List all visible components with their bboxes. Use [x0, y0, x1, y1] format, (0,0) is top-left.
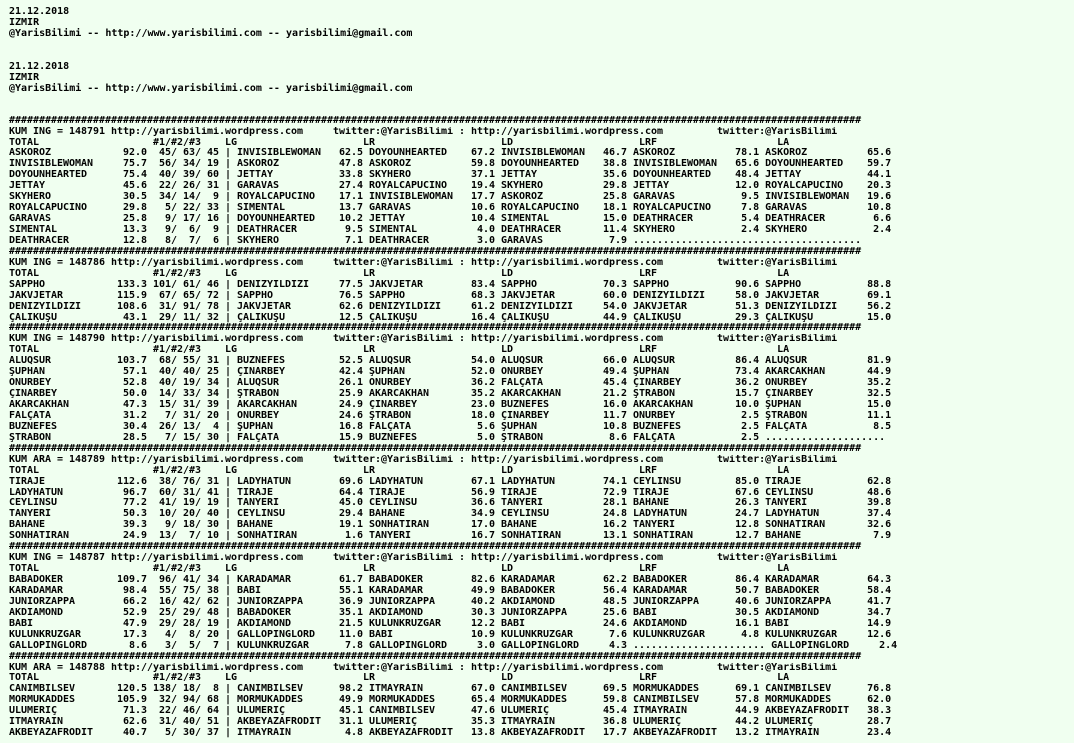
separator-line: ############################################################################################################################################## — [9, 115, 862, 126]
report-line: BUZNEFES 30.4 26/ 13/ 4 | ŞUPHAN 16.8 FALÇATA 5.6 ŞUPHAN 10.8 BUZNEFES 2.5 FALÇATA 8.5 — [9, 421, 892, 432]
report-line: INVISIBLEWOMAN 75.7 56/ 34/ 19 | ASKOROZ 47.8 ASKOROZ 59.8 DOYOUNHEARTED 38.8 INVISIBLEWOMAN 65.6 DOYOUNHEARTED 59.7 — [9, 159, 892, 170]
header-city: IZMIR — [9, 16, 40, 28]
report-line: DOYOUNHEARTED 75.4 40/ 39/ 60 | JETTAY 33.8 SKYHERO 37.1 JETTAY 35.6 DOYOUNHEARTED 48.4 JETTAY 44.1 — [9, 170, 892, 181]
report-line: ŞUPHAN 57.1 40/ 40/ 25 | ÇINARBEY 42.4 ŞUPHAN 52.0 ONURBEY 49.4 ŞUPHAN 73.4 AKARCAKHAN 44.9 — [9, 367, 892, 378]
report-line: ONURBEY 52.8 40/ 19/ 34 | ALUQSUR 26.1 ONURBEY 36.2 FALÇATA 45.4 ÇINARBEY 36.2 ONURBEY 35.2 — [9, 378, 892, 389]
report-line: SIMENTAL 13.3 9/ 6/ 9 | DEATHRACER 9.5 SIMENTAL 4.0 DEATHRACER 11.4 SKYHERO 2.4 SKYHERO 2.4 — [9, 225, 892, 235]
report-line: ŞTRABON 28.5 7/ 15/ 30 | FALÇATA 15.9 BUZNEFES 5.0 ŞTRABON 8.6 FALÇATA 2.5 .................... — [9, 432, 886, 443]
report-line: JAKVJETAR 115.9 67/ 65/ 72 | SAPPHO 76.5 SAPPHO 68.3 JAKVJETAR 60.0 DENİZYILDIZI 58.0 JAKVJETAR 69.1 — [9, 290, 892, 301]
separator-line: ############################################################################################################################################## — [9, 246, 862, 257]
report-line: TOTAL #1/#2/#3 LG LR LD LRF LA — [9, 268, 790, 279]
race-report — [9, 116, 1074, 739]
header-block-2 — [9, 61, 1074, 94]
report-line: AKBEYAZAFRODİT 40.7 5/ 30/ 37 | ITMAYRAIN 4.8 AKBEYAZAFRODİT 13.8 AKBEYAZAFRODİT 17.7 AKBEYAZAFRODİT 13.2 ITMAYRAIN 23.4 — [9, 728, 892, 739]
report-line: JUNIORZAPPA 66.2 16/ 42/ 62 | JUNIORZAPPA 36.9 JUNIORZAPPA 40.2 AKDIAMOND 48.5 JUNIORZAPPA 40.6 JUNIORZAPPA 41.7 — [9, 596, 892, 607]
report-line: JETTAY 45.6 22/ 26/ 31 | GARAVAS 27.4 ROYALCAPUCINO 19.4 SKYHERO 29.8 JETTAY 12.0 ROYALCAPUCINO 20.3 — [9, 181, 892, 192]
header-date: 21.12.2018 — [9, 60, 70, 72]
separator-line: ############################################################################################################################################## — [9, 651, 862, 662]
report-line: BABADÖKER 109.7 96/ 41/ 34 | KARADAMAR 61.7 BABADÖKER 82.6 KARADAMAR 62.2 BABADÖKER 86.4 KARADAMAR 64.3 — [9, 575, 892, 585]
report-line: SAPPHO 133.3 101/ 61/ 46 | DENİZYILDIZI 77.5 JAKVJETAR 83.4 SAPPHO 70.3 SAPPHO 90.6 SAPPHO 88.8 — [9, 279, 892, 290]
report-line: KUM ARA = 148789 http://yarisbilimi.wordpress.com twitter:@YarisBilimi : http://yarisbilimi.wordpress.com twitter:@YarisBilimi — [9, 454, 838, 465]
report-line: ALUQSUR 103.7 68/ 55/ 31 | BUZNEFES 52.5 ALUQSUR 54.0 ALUQSUR 66.0 ALUQSUR 86.4 ALUQSUR 81.9 — [9, 356, 892, 367]
report-line: FALÇATA 31.2 7/ 31/ 20 | ONURBEY 24.6 ŞTRABON 18.0 ÇINARBEY 11.7 ONURBEY 2.5 ŞTRABON 11.1 — [9, 410, 892, 421]
report-line: KUM ING = 148790 http://yarisbilimi.wordpress.com twitter:@YarisBilimi : http://yarisbilimi.wordpress.com twitter:@YarisBilimi — [9, 334, 838, 345]
report-line: TOTAL #1/#2/#3 LG LR LD LRF LA — [9, 465, 790, 476]
report-line: DEATHRACER 12.8 8/ 7/ 6 | SKYHERO 7.1 DEATHRACER 3.0 GARAVAS 7.9 ...................................... — [9, 235, 862, 246]
header-date: 21.12.2018 — [9, 6, 70, 17]
report-line: ASKOROZ 92.0 45/ 63/ 45 | INVISIBLEWOMAN 62.5 DOYOUNHEARTED 67.2 INVISIBLEWOMAN 46.7 ASKOROZ 78.1 ASKOROZ 65.6 — [9, 148, 892, 159]
report-line: SKYHERO 30.5 34/ 14/ 9 | ROYALCAPUCINO 17.1 INVISIBLEWOMAN 17.7 ASKOROZ 25.8 GARAVAS 9.5 INVISIBLEWOMAN 19.6 — [9, 192, 892, 203]
report-line: ULUMERİÇ 71.3 22/ 46/ 64 | ULUMERİÇ 45.1 CANIMBİLSEV 47.6 ULUMERİÇ 45.4 ITMAYRAIN 44.9 AKBEYAZAFRODİT 38.3 — [9, 706, 892, 717]
report-line: KUM ING = 148787 http://yarisbilimi.wordpress.com twitter:@YarisBilimi : http://yarisbilimi.wordpress.com twitter:@YarisBilimi — [9, 553, 838, 564]
report-line: KARADAMAR 98.4 55/ 75/ 38 | BABİ 55.1 KARADAMAR 49.9 BABADÖKER 56.4 KARADAMAR 50.7 BABADÖKER 58.4 — [9, 585, 892, 596]
report-line: KUM ING = 148786 http://yarisbilimi.wordpress.com twitter:@YarisBilimi : http://yarisbilimi.wordpress.com twitter:@YarisBilimi — [9, 257, 838, 268]
report-line: LADYHATUN 96.7 60/ 31/ 41 | TİRAJE 64.4 TİRAJE 56.9 TİRAJE 72.9 TİRAJE 67.6 CEYLİNSU 48.6 — [9, 487, 892, 498]
header-contact: @YarisBilimi -- http://www.yarisbilimi.com -- yarisbilimi@gmail.com — [9, 82, 413, 94]
report-line: KUM ARA = 148788 http://yarisbilimi.wordpress.com twitter:@YarisBilimi : http://yarisbilimi.wordpress.com twitter:@YarisBilimi — [9, 662, 838, 673]
separator-line: ############################################################################################################################################## — [9, 443, 862, 454]
report-line: GALLOPINGLORD 8.6 3/ 5/ 7 | KULUNKRÜZGAR 7.8 GALLOPINGLORD 3.0 GALLOPINGLORD 4.3 ...................... GALLOPINGLORD 2.4 — [9, 640, 898, 651]
report-line: CANIMBİLSEV 120.5 138/ 18/ 8 | CANIMBİLSEV 98.2 ITMAYRAIN 67.0 CANIMBİLSEV 69.5 MORMUKADDES 69.1 CANIMBİLSEV 76.8 — [9, 684, 892, 695]
report-line: TANYERİ 50.3 10/ 20/ 40 | CEYLİNSU 29.4 BAHANE 34.9 CEYLİNSU 24.8 LADYHATUN 24.7 LADYHATUN 37.4 — [9, 509, 892, 520]
report-line: ITMAYRAIN 62.6 31/ 40/ 51 | AKBEYAZAFRODİT 31.1 ULUMERİÇ 35.3 ITMAYRAIN 36.8 ULUMERİÇ 44.2 ULUMERİÇ 28.7 — [9, 717, 892, 728]
report-line: GARAVAS 25.8 9/ 17/ 16 | DOYOUNHEARTED 10.2 JETTAY 10.4 SIMENTAL 15.0 DEATHRACER 5.4 DEATHRACER 6.6 — [9, 214, 892, 225]
header-contact: @YarisBilimi -- http://www.yarisbilimi.com -- yarisbilimi@gmail.com — [9, 27, 413, 39]
report-line: SONHATIRAN 24.9 13/ 7/ 10 | SONHATIRAN 1.6 TANYERİ 16.7 SONHATIRAN 13.1 SONHATIRAN 12.7 BAHANE 7.9 — [9, 531, 892, 542]
report-line: DENİZYILDIZI 108.6 31/ 91/ 78 | JAKVJETAR 62.6 DENİZYILDIZI 61.2 DENİZYILDIZI 54.0 JAKVJETAR 51.3 DENİZYILDIZI 56.2 — [9, 301, 892, 312]
header-city: IZMIR — [9, 71, 40, 83]
report-line: BABİ 47.9 29/ 28/ 19 | AKDIAMOND 21.5 KULUNKRÜZGAR 12.2 BABİ 24.6 AKDIAMOND 16.1 BABİ 14.9 — [9, 618, 892, 629]
separator-line: ############################################################################################################################################## — [9, 542, 862, 553]
report-line: TOTAL #1/#2/#3 LG LR LD LRF LA — [9, 673, 790, 684]
report-line: AKARCAKHAN 47.3 15/ 31/ 39 | AKARCAKHAN 24.9 ÇINARBEY 23.0 BUZNEFES 16.0 AKARCAKHAN 10.0 ŞUPHAN 15.0 — [9, 400, 892, 410]
report-line: TOTAL #1/#2/#3 LG LR LD LRF LA — [9, 137, 790, 148]
separator-line: ############################################################################################################################################## — [9, 323, 862, 334]
report-line: KULUNKRÜZGAR 17.3 4/ 8/ 20 | GALLOPINGLORD 11.0 BABİ 10.9 KULUNKRÜZGAR 7.6 KULUNKRÜZGAR 4.8 KULUNKRÜZGAR 12.6 — [9, 629, 892, 640]
report-line: ÇALIKUŞU 43.1 29/ 11/ 32 | ÇALIKUŞU 12.5 ÇALIKUŞU 16.4 ÇALIKUŞU 44.9 ÇALIKUŞU 29.3 ÇALIKUŞU 15.0 — [9, 312, 892, 323]
report-line: CEYLİNSU 77.2 41/ 19/ 19 | TANYERİ 45.0 CEYLİNSU 36.6 TANYERİ 28.1 BAHANE 26.3 TANYERİ 39.8 — [9, 498, 892, 509]
report-line: TOTAL #1/#2/#3 LG LR LD LRF LA — [9, 564, 790, 575]
report-line: KUM ING = 148791 http://yarisbilimi.wordpress.com twitter:@YarisBilimi : http://yarisbilimi.wordpress.com twitter:@YarisBilimi — [9, 126, 838, 137]
report-line: BAHANE 39.3 9/ 18/ 30 | BAHANE 19.1 SONHATIRAN 17.0 BAHANE 16.2 TANYERİ 12.8 SONHATIRAN 32.6 — [9, 520, 892, 531]
report-line: MORMUKADDES 105.9 32/ 94/ 68 | MORMUKADDES 49.9 MORMUKADDES 65.4 MORMUKADDES 59.8 CANIMBİLSEV 57.8 MORMUKADDES 62.0 — [9, 695, 892, 706]
report-line: TOTAL #1/#2/#3 LG LR LD LRF LA — [9, 345, 790, 356]
report-line: ÇINARBEY 50.0 14/ 33/ 34 | ŞTRABON 25.9 AKARCAKHAN 35.2 AKARCAKHAN 21.2 ŞTRABON 15.7 ÇINARBEY 32.5 — [9, 389, 892, 400]
report-line: TİRAJE 112.6 38/ 76/ 31 | LADYHATUN 69.6 LADYHATUN 67.1 LADYHATUN 74.1 CEYLİNSU 85.0 TİRAJE 62.8 — [9, 476, 892, 487]
report-line: ROYALCAPUCINO 29.8 5/ 22/ 33 | SIMENTAL 13.7 GARAVAS 10.6 ROYALCAPUCINO 18.1 ROYALCAPUCINO 7.8 GARAVAS 10.8 — [9, 203, 892, 214]
report-line: AKDIAMOND 52.9 25/ 29/ 48 | BABADÖKER 35.1 AKDIAMOND 30.3 JUNIORZAPPA 25.6 BABİ 30.5 AKDIAMOND 34.7 — [9, 607, 892, 618]
header-block-1 — [9, 6, 1074, 39]
